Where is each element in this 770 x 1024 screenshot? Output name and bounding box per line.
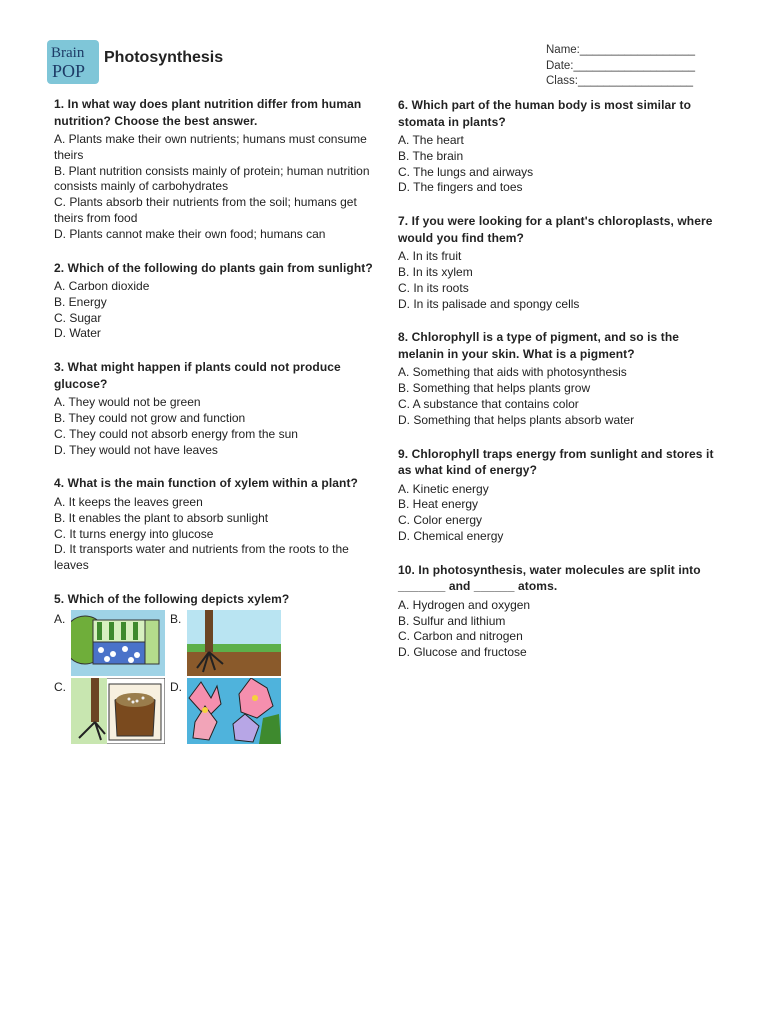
answer-option[interactable]: D. The fingers and toes [398, 180, 523, 195]
answer-option[interactable]: A. Something that aids with photosynthesis [398, 365, 627, 380]
student-info-fields [546, 43, 695, 90]
image-label-d: D. [170, 680, 182, 695]
right-column [398, 97, 718, 678]
answer-option[interactable]: C. Plants absorb their nutrients from the soil; humans get theirs from food [54, 195, 357, 225]
page-title: Photosynthesis [104, 49, 224, 66]
answer-option[interactable]: A. The heart [398, 133, 464, 147]
question-text: 8. Chlorophyll is a type of pigment, and so is the melanin in your skin. What is a pigment? [398, 330, 680, 361]
question-text: 7. If you were looking for a plant's chloroplasts, where would you find them? [398, 214, 713, 245]
question-7 [398, 213, 718, 312]
question-5 [54, 591, 374, 761]
answer-option[interactable]: D. They would not have leaves [54, 442, 218, 457]
answer-option[interactable]: C. The lungs and airways [398, 164, 534, 179]
question-text: 5. Which of the following depicts xylem? [54, 591, 290, 606]
answer-option[interactable]: B. Energy [54, 294, 107, 309]
question-6 [398, 97, 718, 196]
question-text: 1. In what way does plant nutrition differ from human nutrition? Choose the best answer. [54, 97, 362, 128]
answer-option[interactable]: D. Plants cannot make their own food; humans can [54, 226, 326, 241]
answer-option[interactable]: D. Water [54, 326, 101, 341]
svg-text:POP: POP [52, 61, 86, 81]
question-text: 3. What might happen if plants could not produce glucose? [54, 360, 341, 391]
answer-option[interactable]: C. Color energy [398, 513, 483, 528]
answer-option[interactable]: A. Hydrogen and oxygen [398, 597, 531, 612]
leaf-cells-image[interactable] [71, 610, 165, 676]
answer-option[interactable]: B. It enables the plant to absorb sunlight [54, 510, 269, 525]
question-3 [54, 359, 374, 458]
answer-option[interactable]: B. The brain [398, 148, 464, 163]
answer-option[interactable]: B. Something that helps plants grow [398, 381, 591, 396]
flowers-image[interactable] [187, 678, 281, 744]
xylem-image-choices [54, 610, 374, 760]
answer-option[interactable]: D. Glucose and fructose [398, 645, 527, 660]
answer-option[interactable]: C. It turns energy into glucose [54, 526, 214, 541]
image-label-b: B. [170, 612, 182, 627]
left-column [54, 96, 374, 777]
root-cross-section-image[interactable] [71, 678, 165, 744]
question-2 [54, 260, 374, 343]
answer-option[interactable]: B. They could not grow and function [54, 411, 246, 426]
question-text: 4. What is the main function of xylem within a plant? [54, 476, 358, 491]
question-4 [54, 475, 374, 573]
question-1 [54, 96, 374, 243]
answer-option[interactable]: B. Heat energy [398, 497, 479, 512]
answer-option[interactable]: A. It keeps the leaves green [54, 494, 203, 509]
answer-option[interactable]: D. It transports water and nutrients from the roots to the leaves [54, 542, 349, 573]
answer-option[interactable]: A. In its fruit [398, 249, 462, 264]
answer-option[interactable]: A. Carbon dioxide [54, 279, 150, 294]
answer-option[interactable]: C. A substance that contains color [398, 396, 579, 411]
tree-roots-image[interactable] [187, 610, 281, 676]
image-label-a: A. [54, 612, 66, 627]
answer-option[interactable]: C. In its roots [398, 280, 469, 295]
answer-option[interactable]: A. They would not be green [54, 395, 201, 410]
answer-option[interactable]: C. Sugar [54, 310, 102, 325]
answer-option[interactable]: C. They could not absorb energy from the sun [54, 426, 298, 441]
answer-option[interactable]: B. Sulfur and lithium [398, 613, 506, 628]
question-text: 2. Which of the following do plants gain from sunlight? [54, 260, 373, 275]
question-text: 10. In photosynthesis, water molecules are split into _______ and ______ atoms. [398, 562, 701, 594]
answer-option[interactable]: B. In its xylem [398, 264, 473, 279]
question-9 [398, 446, 718, 545]
question-text: 9. Chlorophyll traps energy from sunlight and stores it as what kind of energy? [398, 446, 714, 478]
answer-option[interactable]: A. Plants make their own nutrients; humans must consume theirs [54, 132, 367, 162]
answer-option[interactable]: A. Kinetic energy [398, 481, 489, 496]
date-field[interactable]: Date:___________________ [546, 59, 696, 72]
name-field[interactable]: Name:__________________ [546, 44, 695, 56]
answer-option[interactable]: D. Chemical energy [398, 528, 504, 543]
class-field[interactable]: Class:__________________ [546, 75, 694, 87]
answer-option[interactable]: D. Something that helps plants absorb water [398, 412, 635, 427]
answer-option[interactable]: C. Carbon and nitrogen [398, 629, 523, 644]
question-8 [398, 329, 718, 428]
image-label-c: C. [54, 680, 66, 695]
question-text: 6. Which part of the human body is most similar to stomata in plants? [398, 98, 692, 129]
brainpop-logo [47, 40, 99, 84]
answer-option[interactable]: D. In its palisade and spongy cells [398, 296, 580, 311]
question-10 [398, 562, 718, 661]
svg-text:Brain: Brain [51, 45, 85, 61]
answer-option[interactable]: B. Plant nutrition consists mainly of protein; human nutrition consists mainly of carbohydrates [54, 163, 370, 194]
